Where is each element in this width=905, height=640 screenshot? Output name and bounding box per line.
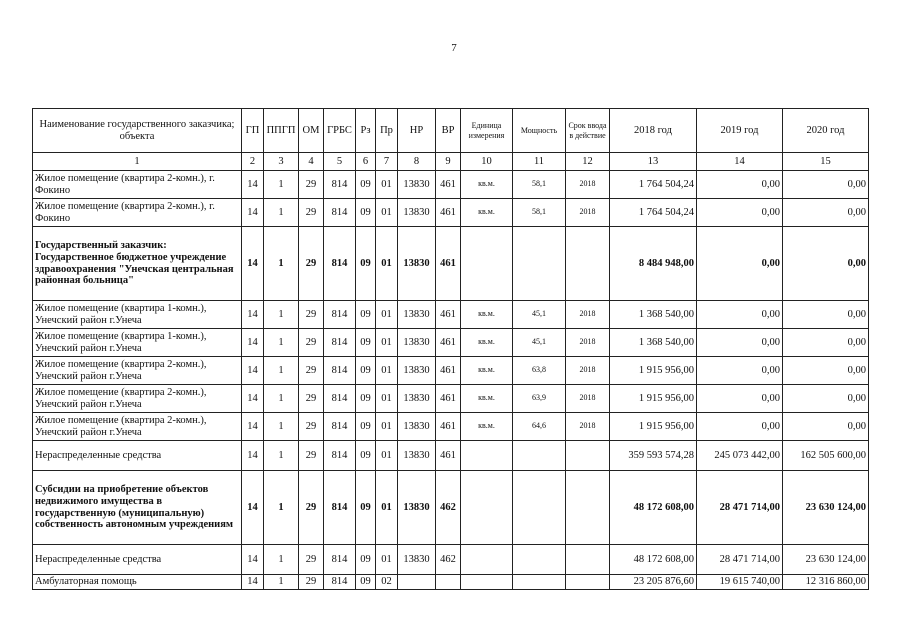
cell-nr: 13830 [398, 227, 436, 301]
cell-name: Государственный заказчик: Государственное бюджетное учреждение здравоохранения "Унечская центральная районная больница" [33, 227, 242, 301]
cell-rz: 09 [356, 301, 376, 329]
cell-y2020: 0,00 [783, 413, 869, 441]
cell-term [566, 575, 610, 590]
cell-y2018: 1 368 540,00 [610, 301, 697, 329]
cell-y2020: 0,00 [783, 357, 869, 385]
cell-rz: 09 [356, 385, 376, 413]
cell-rz: 09 [356, 329, 376, 357]
cell-power: 64,6 [513, 413, 566, 441]
column-number: 6 [356, 153, 376, 171]
cell-y2018: 48 172 608,00 [610, 471, 697, 545]
cell-rz: 09 [356, 441, 376, 471]
cell-om: 29 [299, 171, 324, 199]
cell-power [513, 545, 566, 575]
cell-rz: 09 [356, 471, 376, 545]
table-row [33, 357, 869, 385]
cell-name: Жилое помещение (квартира 2-комн.), Унечский район г.Унеча [33, 385, 242, 413]
cell-om: 29 [299, 545, 324, 575]
cell-name: Жилое помещение (квартира 2-комн.), Унечский район г.Унеча [33, 357, 242, 385]
table-row [33, 471, 869, 545]
cell-unit [461, 227, 513, 301]
cell-y2020: 12 316 860,00 [783, 575, 869, 590]
cell-grbs: 814 [324, 199, 356, 227]
cell-ppgp: 1 [264, 301, 299, 329]
cell-pr: 01 [376, 385, 398, 413]
column-number: 9 [436, 153, 461, 171]
cell-power [513, 575, 566, 590]
cell-grbs: 814 [324, 329, 356, 357]
cell-y2020: 0,00 [783, 171, 869, 199]
column-number: 15 [783, 153, 869, 171]
cell-gp: 14 [242, 471, 264, 545]
cell-ppgp: 1 [264, 545, 299, 575]
table-row [33, 385, 869, 413]
cell-om: 29 [299, 471, 324, 545]
cell-y2020: 23 630 124,00 [783, 545, 869, 575]
cell-y2019: 28 471 714,00 [697, 545, 783, 575]
column-header: Мощность [513, 109, 566, 153]
table-row [33, 575, 869, 590]
cell-pr: 01 [376, 227, 398, 301]
cell-name: Жилое помещение (квартира 2-комн.), г. Фокино [33, 199, 242, 227]
cell-y2020: 23 630 124,00 [783, 471, 869, 545]
table-row [33, 301, 869, 329]
column-header: Наименование государственного заказчика; объекта [33, 109, 242, 153]
cell-power: 63,8 [513, 357, 566, 385]
cell-power: 58,1 [513, 199, 566, 227]
cell-rz: 09 [356, 545, 376, 575]
cell-term [566, 227, 610, 301]
cell-vr: 461 [436, 301, 461, 329]
cell-om: 29 [299, 357, 324, 385]
cell-grbs: 814 [324, 385, 356, 413]
table-row [33, 199, 869, 227]
cell-name: Нераспределенные средства [33, 441, 242, 471]
cell-nr: 13830 [398, 385, 436, 413]
table-row [33, 413, 869, 441]
cell-term: 2018 [566, 413, 610, 441]
table-header-row [33, 109, 869, 153]
cell-y2019: 28 471 714,00 [697, 471, 783, 545]
cell-nr: 13830 [398, 545, 436, 575]
cell-y2018: 48 172 608,00 [610, 545, 697, 575]
cell-ppgp: 1 [264, 199, 299, 227]
cell-term [566, 471, 610, 545]
table-row [33, 227, 869, 301]
cell-om: 29 [299, 441, 324, 471]
cell-gp: 14 [242, 329, 264, 357]
cell-vr: 461 [436, 413, 461, 441]
cell-rz: 09 [356, 575, 376, 590]
cell-gp: 14 [242, 357, 264, 385]
cell-vr [436, 575, 461, 590]
cell-y2020: 0,00 [783, 385, 869, 413]
cell-gp: 14 [242, 545, 264, 575]
cell-name: Амбулаторная помощь [33, 575, 242, 590]
cell-power [513, 227, 566, 301]
cell-pr: 01 [376, 413, 398, 441]
cell-name: Жилое помещение (квартира 1-комн.), Унечский район г.Унеча [33, 329, 242, 357]
cell-pr: 01 [376, 545, 398, 575]
cell-ppgp: 1 [264, 413, 299, 441]
cell-vr: 461 [436, 171, 461, 199]
cell-ppgp: 1 [264, 471, 299, 545]
cell-unit: кв.м. [461, 301, 513, 329]
cell-term: 2018 [566, 329, 610, 357]
column-number: 4 [299, 153, 324, 171]
cell-pr: 01 [376, 441, 398, 471]
cell-power [513, 471, 566, 545]
cell-term [566, 545, 610, 575]
cell-grbs: 814 [324, 441, 356, 471]
column-number: 12 [566, 153, 610, 171]
column-number: 7 [376, 153, 398, 171]
cell-y2020: 0,00 [783, 227, 869, 301]
cell-om: 29 [299, 199, 324, 227]
cell-vr: 461 [436, 329, 461, 357]
cell-unit [461, 471, 513, 545]
page-number: 7 [451, 42, 457, 54]
table-row [33, 441, 869, 471]
cell-y2018: 23 205 876,60 [610, 575, 697, 590]
cell-grbs: 814 [324, 545, 356, 575]
cell-nr: 13830 [398, 441, 436, 471]
cell-vr: 461 [436, 199, 461, 227]
cell-rz: 09 [356, 199, 376, 227]
cell-vr: 461 [436, 227, 461, 301]
column-number: 2 [242, 153, 264, 171]
cell-y2019: 0,00 [697, 385, 783, 413]
column-number: 3 [264, 153, 299, 171]
budget-table [32, 108, 869, 590]
column-header: Срок ввода в действие [566, 109, 610, 153]
column-header: ОМ [299, 109, 324, 153]
cell-grbs: 814 [324, 575, 356, 590]
cell-vr: 461 [436, 357, 461, 385]
cell-y2019: 0,00 [697, 199, 783, 227]
cell-unit: кв.м. [461, 357, 513, 385]
cell-rz: 09 [356, 227, 376, 301]
cell-y2019: 0,00 [697, 171, 783, 199]
cell-rz: 09 [356, 171, 376, 199]
cell-term: 2018 [566, 199, 610, 227]
cell-power: 58,1 [513, 171, 566, 199]
cell-y2020: 162 505 600,00 [783, 441, 869, 471]
cell-y2019: 0,00 [697, 329, 783, 357]
column-header: НР [398, 109, 436, 153]
column-header: ГП [242, 109, 264, 153]
cell-term [566, 441, 610, 471]
cell-gp: 14 [242, 301, 264, 329]
cell-name: Субсидии на приобретение объектов недвижимого имущества в государственную (муниципальную) собственность автономным учреждениям [33, 471, 242, 545]
cell-vr: 461 [436, 441, 461, 471]
column-number: 8 [398, 153, 436, 171]
cell-nr: 13830 [398, 171, 436, 199]
cell-nr: 13830 [398, 357, 436, 385]
column-header: 2020 год [783, 109, 869, 153]
cell-nr: 13830 [398, 329, 436, 357]
cell-name: Жилое помещение (квартира 2-комн.), г. Фокино [33, 171, 242, 199]
cell-gp: 14 [242, 385, 264, 413]
cell-power: 45,1 [513, 329, 566, 357]
cell-pr: 01 [376, 329, 398, 357]
cell-ppgp: 1 [264, 441, 299, 471]
column-number: 11 [513, 153, 566, 171]
cell-nr: 13830 [398, 199, 436, 227]
column-header: ГРБС [324, 109, 356, 153]
cell-nr: 13830 [398, 301, 436, 329]
cell-rz: 09 [356, 413, 376, 441]
cell-y2020: 0,00 [783, 329, 869, 357]
cell-unit: кв.м. [461, 413, 513, 441]
cell-term: 2018 [566, 171, 610, 199]
cell-y2018: 1 764 504,24 [610, 199, 697, 227]
cell-unit: кв.м. [461, 171, 513, 199]
cell-name: Жилое помещение (квартира 2-комн.), Унечский район г.Унеча [33, 413, 242, 441]
column-number: 5 [324, 153, 356, 171]
cell-term: 2018 [566, 357, 610, 385]
cell-gp: 14 [242, 199, 264, 227]
cell-grbs: 814 [324, 413, 356, 441]
cell-pr: 02 [376, 575, 398, 590]
cell-y2018: 359 593 574,28 [610, 441, 697, 471]
cell-vr: 462 [436, 545, 461, 575]
cell-gp: 14 [242, 227, 264, 301]
column-header: Пр [376, 109, 398, 153]
cell-nr: 13830 [398, 413, 436, 441]
cell-y2020: 0,00 [783, 301, 869, 329]
cell-power: 63,9 [513, 385, 566, 413]
cell-y2018: 8 484 948,00 [610, 227, 697, 301]
cell-pr: 01 [376, 471, 398, 545]
cell-pr: 01 [376, 301, 398, 329]
cell-gp: 14 [242, 171, 264, 199]
cell-ppgp: 1 [264, 227, 299, 301]
column-header: ППГП [264, 109, 299, 153]
column-number: 13 [610, 153, 697, 171]
cell-power: 45,1 [513, 301, 566, 329]
cell-unit [461, 441, 513, 471]
column-header: ВР [436, 109, 461, 153]
cell-om: 29 [299, 227, 324, 301]
cell-vr: 462 [436, 471, 461, 545]
cell-term: 2018 [566, 301, 610, 329]
cell-y2019: 0,00 [697, 301, 783, 329]
table-row [33, 545, 869, 575]
cell-power [513, 441, 566, 471]
cell-nr [398, 575, 436, 590]
cell-rz: 09 [356, 357, 376, 385]
cell-unit: кв.м. [461, 199, 513, 227]
cell-y2020: 0,00 [783, 199, 869, 227]
cell-om: 29 [299, 385, 324, 413]
table-row [33, 329, 869, 357]
cell-grbs: 814 [324, 301, 356, 329]
cell-name: Нераспределенные средства [33, 545, 242, 575]
column-number: 1 [33, 153, 242, 171]
cell-ppgp: 1 [264, 329, 299, 357]
cell-y2019: 0,00 [697, 357, 783, 385]
cell-y2018: 1 915 956,00 [610, 413, 697, 441]
cell-vr: 461 [436, 385, 461, 413]
cell-unit [461, 545, 513, 575]
cell-unit: кв.м. [461, 385, 513, 413]
cell-ppgp: 1 [264, 575, 299, 590]
column-number-row [33, 153, 869, 171]
cell-grbs: 814 [324, 171, 356, 199]
cell-ppgp: 1 [264, 171, 299, 199]
cell-pr: 01 [376, 199, 398, 227]
cell-unit: кв.м. [461, 329, 513, 357]
cell-grbs: 814 [324, 227, 356, 301]
column-header: Рз [356, 109, 376, 153]
cell-y2018: 1 915 956,00 [610, 357, 697, 385]
cell-nr: 13830 [398, 471, 436, 545]
cell-ppgp: 1 [264, 357, 299, 385]
cell-gp: 14 [242, 413, 264, 441]
cell-y2018: 1 368 540,00 [610, 329, 697, 357]
cell-grbs: 814 [324, 357, 356, 385]
cell-pr: 01 [376, 357, 398, 385]
cell-om: 29 [299, 301, 324, 329]
table-row [33, 171, 869, 199]
cell-gp: 14 [242, 441, 264, 471]
cell-om: 29 [299, 413, 324, 441]
cell-y2019: 245 073 442,00 [697, 441, 783, 471]
cell-om: 29 [299, 575, 324, 590]
cell-name: Жилое помещение (квартира 1-комн.), Унечский район г.Унеча [33, 301, 242, 329]
column-header: Единица измерения [461, 109, 513, 153]
cell-y2019: 0,00 [697, 413, 783, 441]
column-header: 2018 год [610, 109, 697, 153]
cell-gp: 14 [242, 575, 264, 590]
cell-pr: 01 [376, 171, 398, 199]
cell-y2018: 1 915 956,00 [610, 385, 697, 413]
cell-om: 29 [299, 329, 324, 357]
column-number: 14 [697, 153, 783, 171]
cell-ppgp: 1 [264, 385, 299, 413]
column-number: 10 [461, 153, 513, 171]
cell-y2018: 1 764 504,24 [610, 171, 697, 199]
cell-unit [461, 575, 513, 590]
cell-term: 2018 [566, 385, 610, 413]
cell-y2019: 0,00 [697, 227, 783, 301]
cell-y2019: 19 615 740,00 [697, 575, 783, 590]
cell-grbs: 814 [324, 471, 356, 545]
column-header: 2019 год [697, 109, 783, 153]
